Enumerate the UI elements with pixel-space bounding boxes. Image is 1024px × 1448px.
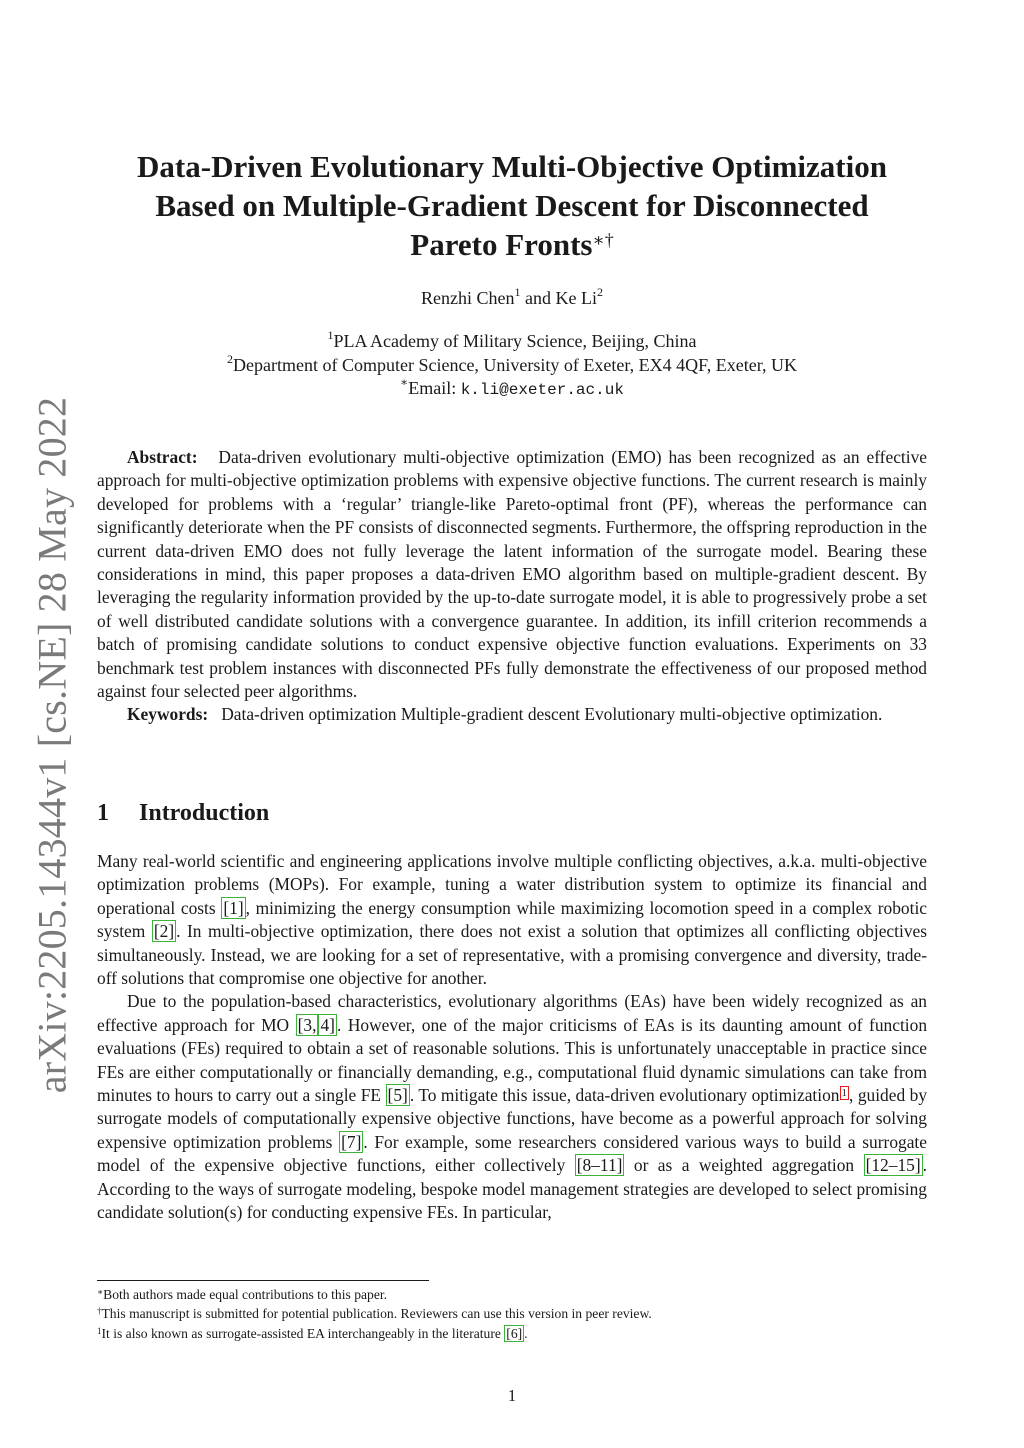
email-label: Email: — [408, 378, 461, 398]
footnote-rule — [97, 1280, 429, 1281]
footnote-2 — [97, 1304, 927, 1323]
footnote-3 — [97, 1324, 927, 1343]
footnote-1-text: Both authors made equal contributions to this paper. — [103, 1287, 388, 1302]
intro-p2c-text: . To mitigate this issue, data-driven evolutionary optimization — [409, 1085, 840, 1106]
intro-p2-text: Due to the population-based characteristics, evolutionary algorithms (EAs) have been widely recognized as an effective approach for MO — [97, 991, 927, 1035]
intro-paragraph-2 — [97, 990, 927, 1224]
footnote-1 — [97, 1285, 927, 1304]
footnote-3-mark: 1 — [97, 1325, 102, 1336]
authors-and: and — [520, 288, 556, 308]
page-number: 1 — [507, 1386, 517, 1405]
intro-p1-text: Many real-world scientific and engineering applications involve multiple conflicting objectives, a.k.a. multi-objective optimization problems (MOPs). For example, tuning a water distribution system to optimize its financial and operational costs — [97, 851, 927, 918]
intro-p2d-text: , guided by surrogate models of computationally expensive objective functions, have become as a powerful approach for solving expensive optimization problems — [97, 1085, 928, 1152]
intro-p1b-text: , minimizing the energy consumption while maximizing locomotion speed in a complex robotic system — [97, 897, 928, 942]
author-2: Ke Li — [555, 288, 597, 308]
title-line-1: Data-Driven Evolutionary Multi-Objective Optimization — [137, 149, 887, 184]
abstract-paragraph — [97, 446, 927, 703]
citation-4[interactable]: 4] — [320, 1014, 335, 1035]
citation-3[interactable]: [3, — [297, 1014, 317, 1035]
affiliation-2-mark: 2 — [227, 352, 234, 366]
citation-5[interactable]: [5] — [387, 1085, 408, 1106]
citation-8-11[interactable]: [8–11] — [576, 1155, 623, 1176]
section-title: Introduction — [139, 800, 270, 826]
author-1-affil: 1 — [514, 285, 521, 299]
footnote-ref-1[interactable]: 1 — [841, 1087, 847, 1100]
footnote-3-end: . — [524, 1325, 528, 1341]
paper-title — [60, 147, 964, 264]
affiliation-1 — [60, 328, 964, 352]
email-mark: ∗ — [400, 375, 409, 389]
footnote-citation-6[interactable]: [6] — [506, 1325, 523, 1341]
intro-paragraph-1 — [97, 850, 927, 990]
title-footnote-marks: ∗† — [592, 230, 614, 250]
citation-12-15[interactable]: [12–15] — [865, 1155, 921, 1176]
citation-1[interactable]: [1] — [223, 897, 244, 918]
footnote-3-text: It is also known as surrogate-assisted EA interchangeably in the literature — [101, 1325, 505, 1341]
abstract-label: Abstract: — [127, 447, 198, 467]
email-address[interactable]: k.li@exeter.ac.uk — [460, 381, 624, 399]
footnote-2-mark: † — [97, 1306, 102, 1317]
author-2-affil: 2 — [596, 285, 603, 299]
keywords-label: Keywords: — [127, 704, 209, 725]
abstract-text: Data-driven evolutionary multi-objective optimization (EMO) has been recognized as an effective approach for multi-objective optimization problems with expensive objective functions. The current research is mainly developed for problems with a ‘regular’ triangle-like Pareto-optimal front (PF), whereas the performance can significantly deteriorate when the PF consists of disconnected segments. Furthermore, the offspring reproduction in the current data-driven EMO does not fully leverage the latent information of the surrogate model. Bearing these considerations in mind, this paper proposes a data-driven EMO algorithm based on multiple-gradient descent. By leveraging the regularity information provided by the up-to-date surrogate model, it is able to progressively probe a set of well distributed candidate solutions with a convergence guarantee. In addition, its infill criterion recommends a batch of promising candidate solutions to conduct expensive objective function evaluations. Experiments on 33 benchmark test problem instances with disconnected PFs fully demonstrate the effectiveness of our proposed method against four selected peer algorithms. — [97, 447, 927, 702]
arxiv-sidebar-stamp: arXiv:2205.14344v1 [cs.NE] 28 May 2022 — [29, 396, 75, 1094]
footnote-1-mark: ∗ — [97, 1287, 104, 1297]
title-line-2: Based on Multiple-Gradient Descent for Disconnected — [155, 188, 869, 223]
affiliation-1-text: PLA Academy of Military Science, Beijing, China — [333, 331, 697, 351]
intro-p2b-text: . However, one of the major criticisms of EAs is its daunting amount of function evaluations (FEs) required to obtain a set of reasonable solutions. This is unfortunately unacceptable in practice since FEs are either computationally or financially demanding, e.g., computational fluid dynamic simulations can take from minutes to hours to carry out a single FE — [97, 1014, 928, 1106]
affiliation-2 — [60, 352, 964, 376]
footnotes — [97, 1285, 927, 1343]
intro-p2e-text: . For example, some researchers considered various ways to build a surrogate model of the expensive objective functions, either collectively — [97, 1131, 927, 1176]
title-line-3 — [60, 225, 964, 264]
intro-p2f-text: or as a weighted aggregation — [624, 1155, 864, 1176]
keywords-text: Data-driven optimization Multiple-gradient descent Evolutionary multi-objective optimization. — [221, 704, 883, 725]
section-number: 1 — [97, 800, 109, 826]
citation-7[interactable]: [7] — [341, 1131, 362, 1152]
intro-p1c-text: . In multi-objective optimization, there does not exist a solution that optimizes all conflicting objectives simultaneously. Instead, we are looking for a set of representative, with a promising convergence and diversity, trade-off solutions that compromise one objective for another. — [97, 921, 927, 989]
title-line-3-text: Pareto Fronts — [410, 227, 593, 262]
affiliation-2-text: Department of Computer Science, University of Exeter, EX4 4QF, Exeter, UK — [233, 355, 797, 375]
section-heading-introduction — [97, 800, 269, 827]
keywords-paragraph — [97, 703, 927, 726]
affiliation-1-mark: 1 — [327, 328, 334, 342]
footnote-2-text: This manuscript is submitted for potential publication. Reviewers can use this version in peer review. — [101, 1306, 652, 1322]
intro-p2g-text: . According to the ways of surrogate modeling, bespoke model management strategies are developed to select promising candidate solution(s) for conducting expensive FEs. In particular, — [97, 1155, 927, 1223]
contact-email — [60, 375, 964, 399]
citation-2[interactable]: [2] — [153, 921, 175, 942]
authors — [60, 285, 964, 309]
author-1: Renzhi Chen — [421, 288, 515, 308]
abstract — [97, 446, 927, 727]
introduction-body — [97, 850, 927, 1225]
